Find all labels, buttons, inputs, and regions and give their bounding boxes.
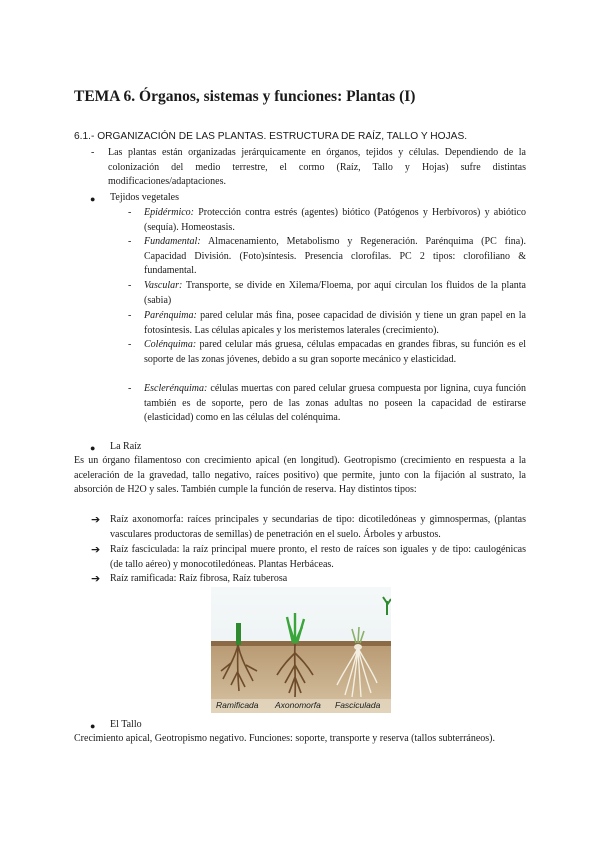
tejido-term: Colénquima:: [144, 339, 197, 350]
bullet-icon: ●: [90, 194, 96, 204]
figure-label-axonomorfa: Axonomorfa: [275, 700, 321, 710]
tejido-item-parenquima: [144, 309, 526, 338]
raiz-type-ramificada: Raíz ramificada: Raíz fibrosa, Raíz tuberosa: [110, 573, 288, 584]
tejido-item-vascular: [144, 279, 526, 308]
tejido-desc: células muertas con pared celular gruesa compuesta por lignina, cuya función también es de soporte, pero de las zonas adultas no poseen la capacidad de estirarse (elasticidad) como en las células del colénquima.: [144, 383, 526, 424]
dash-marker: -: [128, 280, 132, 291]
arrow-right-icon: ➔: [91, 513, 101, 526]
arrow-right-icon: ➔: [91, 572, 101, 585]
dash-marker: -: [91, 147, 95, 158]
dash-marker: -: [128, 310, 132, 321]
dash-marker: -: [128, 339, 132, 350]
bullet-icon: ●: [90, 443, 96, 453]
bullet-icon: ●: [90, 721, 96, 731]
raiz-type-fasciculada: Raíz fasciculada: la raíz principal muere pronto, el resto de raíces son iguales y de tipo: caulogénicas (de tallo aéreo) y monocotiledóneas. Plantas Herbáceas.: [110, 544, 526, 570]
arrow-right-icon: ➔: [91, 543, 101, 556]
tejido-desc: Protección contra estrés (agentes) biótico (Patógenos y Herbívoros) y abiótico (sequía). Homeostasis.: [144, 207, 526, 233]
tejido-term: Parénquima:: [144, 310, 197, 321]
figure-label-fasciculada: Fasciculada: [335, 700, 381, 710]
dash-marker: -: [128, 383, 132, 394]
raiz-type-axonomorfa: Raíz axonomorfa: raíces principales y secundarias de tipo: dicotiledóneas y gimnospermas, (plantas vasculares productoras de semillas) de penetración en el suelo. Árboles y arbustos.: [110, 514, 526, 540]
tallo-heading: El Tallo: [110, 719, 142, 730]
dash-marker: -: [128, 207, 132, 218]
tejido-item-esclerenquima: [144, 382, 526, 426]
tallo-paragraph: Crecimiento apical, Geotropismo negativo. Funciones: soporte, transporte y reserva (tallos subterráneos).: [74, 733, 495, 744]
tejido-desc: Almacenamiento, Metabolismo y Regeneración. Parénquima (PC fina). Capacidad División. (Foto)síntesis. Presencia clorofilas. PC 2 tipos: clorofiliano & fundamental.: [144, 236, 526, 277]
tejido-desc: pared celular más fina, posee capacidad de división y tiene un gran papel en la fotosíntesis. Las células apicales y los meristemos laterales (crecimiento).: [144, 310, 526, 336]
tejido-desc: pared celular más gruesa, células empacadas en grandes fibras, su función es el soporte de las zonas jóvenes, debido a su gran soporte mecánico y elasticidad.: [144, 339, 526, 365]
root-types-illustration: [211, 587, 391, 713]
tejido-desc: Transporte, se divide en Xilema/Floema, por aquí circulan los fluidos de la planta (sabia): [144, 280, 526, 306]
raiz-paragraph: Es un órgano filamentoso con crecimiento apical (en longitud). Geotropismo (crecimiento en respuesta a la aceleración de la gravedad, tallo negativo, raíces positivo) que permite, junto con la fijación al sustrato, la absorción de H2O y sales. También cumple la función de reserva. Hay distintos tipos:: [74, 455, 526, 496]
intro-paragraph: Las plantas están organizadas jerárquicamente en órganos, tejidos y células. Dependiendo de la colonización del medio terrestre, el cormo (Raíz, Tallo y Hojas) sufre distintas modificaciones/adaptaciones.: [108, 147, 526, 188]
dash-marker: -: [128, 236, 132, 247]
tejido-item-colenquima: [144, 338, 526, 367]
tejido-term: Vascular:: [144, 280, 183, 291]
tejido-term: Fundamental:: [144, 236, 201, 247]
section-heading: 6.1.- ORGANIZACIÓN DE LAS PLANTAS. ESTRUCTURA DE RAÍZ, TALLO Y HOJAS.: [74, 131, 468, 142]
tejidos-heading: Tejidos vegetales: [110, 192, 179, 203]
tejido-item-epidermico: [144, 206, 526, 235]
raiz-heading: La Raíz: [110, 441, 142, 452]
tejido-term: Esclerénquima:: [144, 383, 208, 394]
tejido-item-fundamental: [144, 235, 526, 279]
figure-label-ramificada: Ramificada: [216, 700, 259, 710]
tejido-term: Epidérmico:: [144, 207, 194, 218]
page-title: TEMA 6. Órganos, sistemas y funciones: Plantas (I): [74, 88, 416, 105]
